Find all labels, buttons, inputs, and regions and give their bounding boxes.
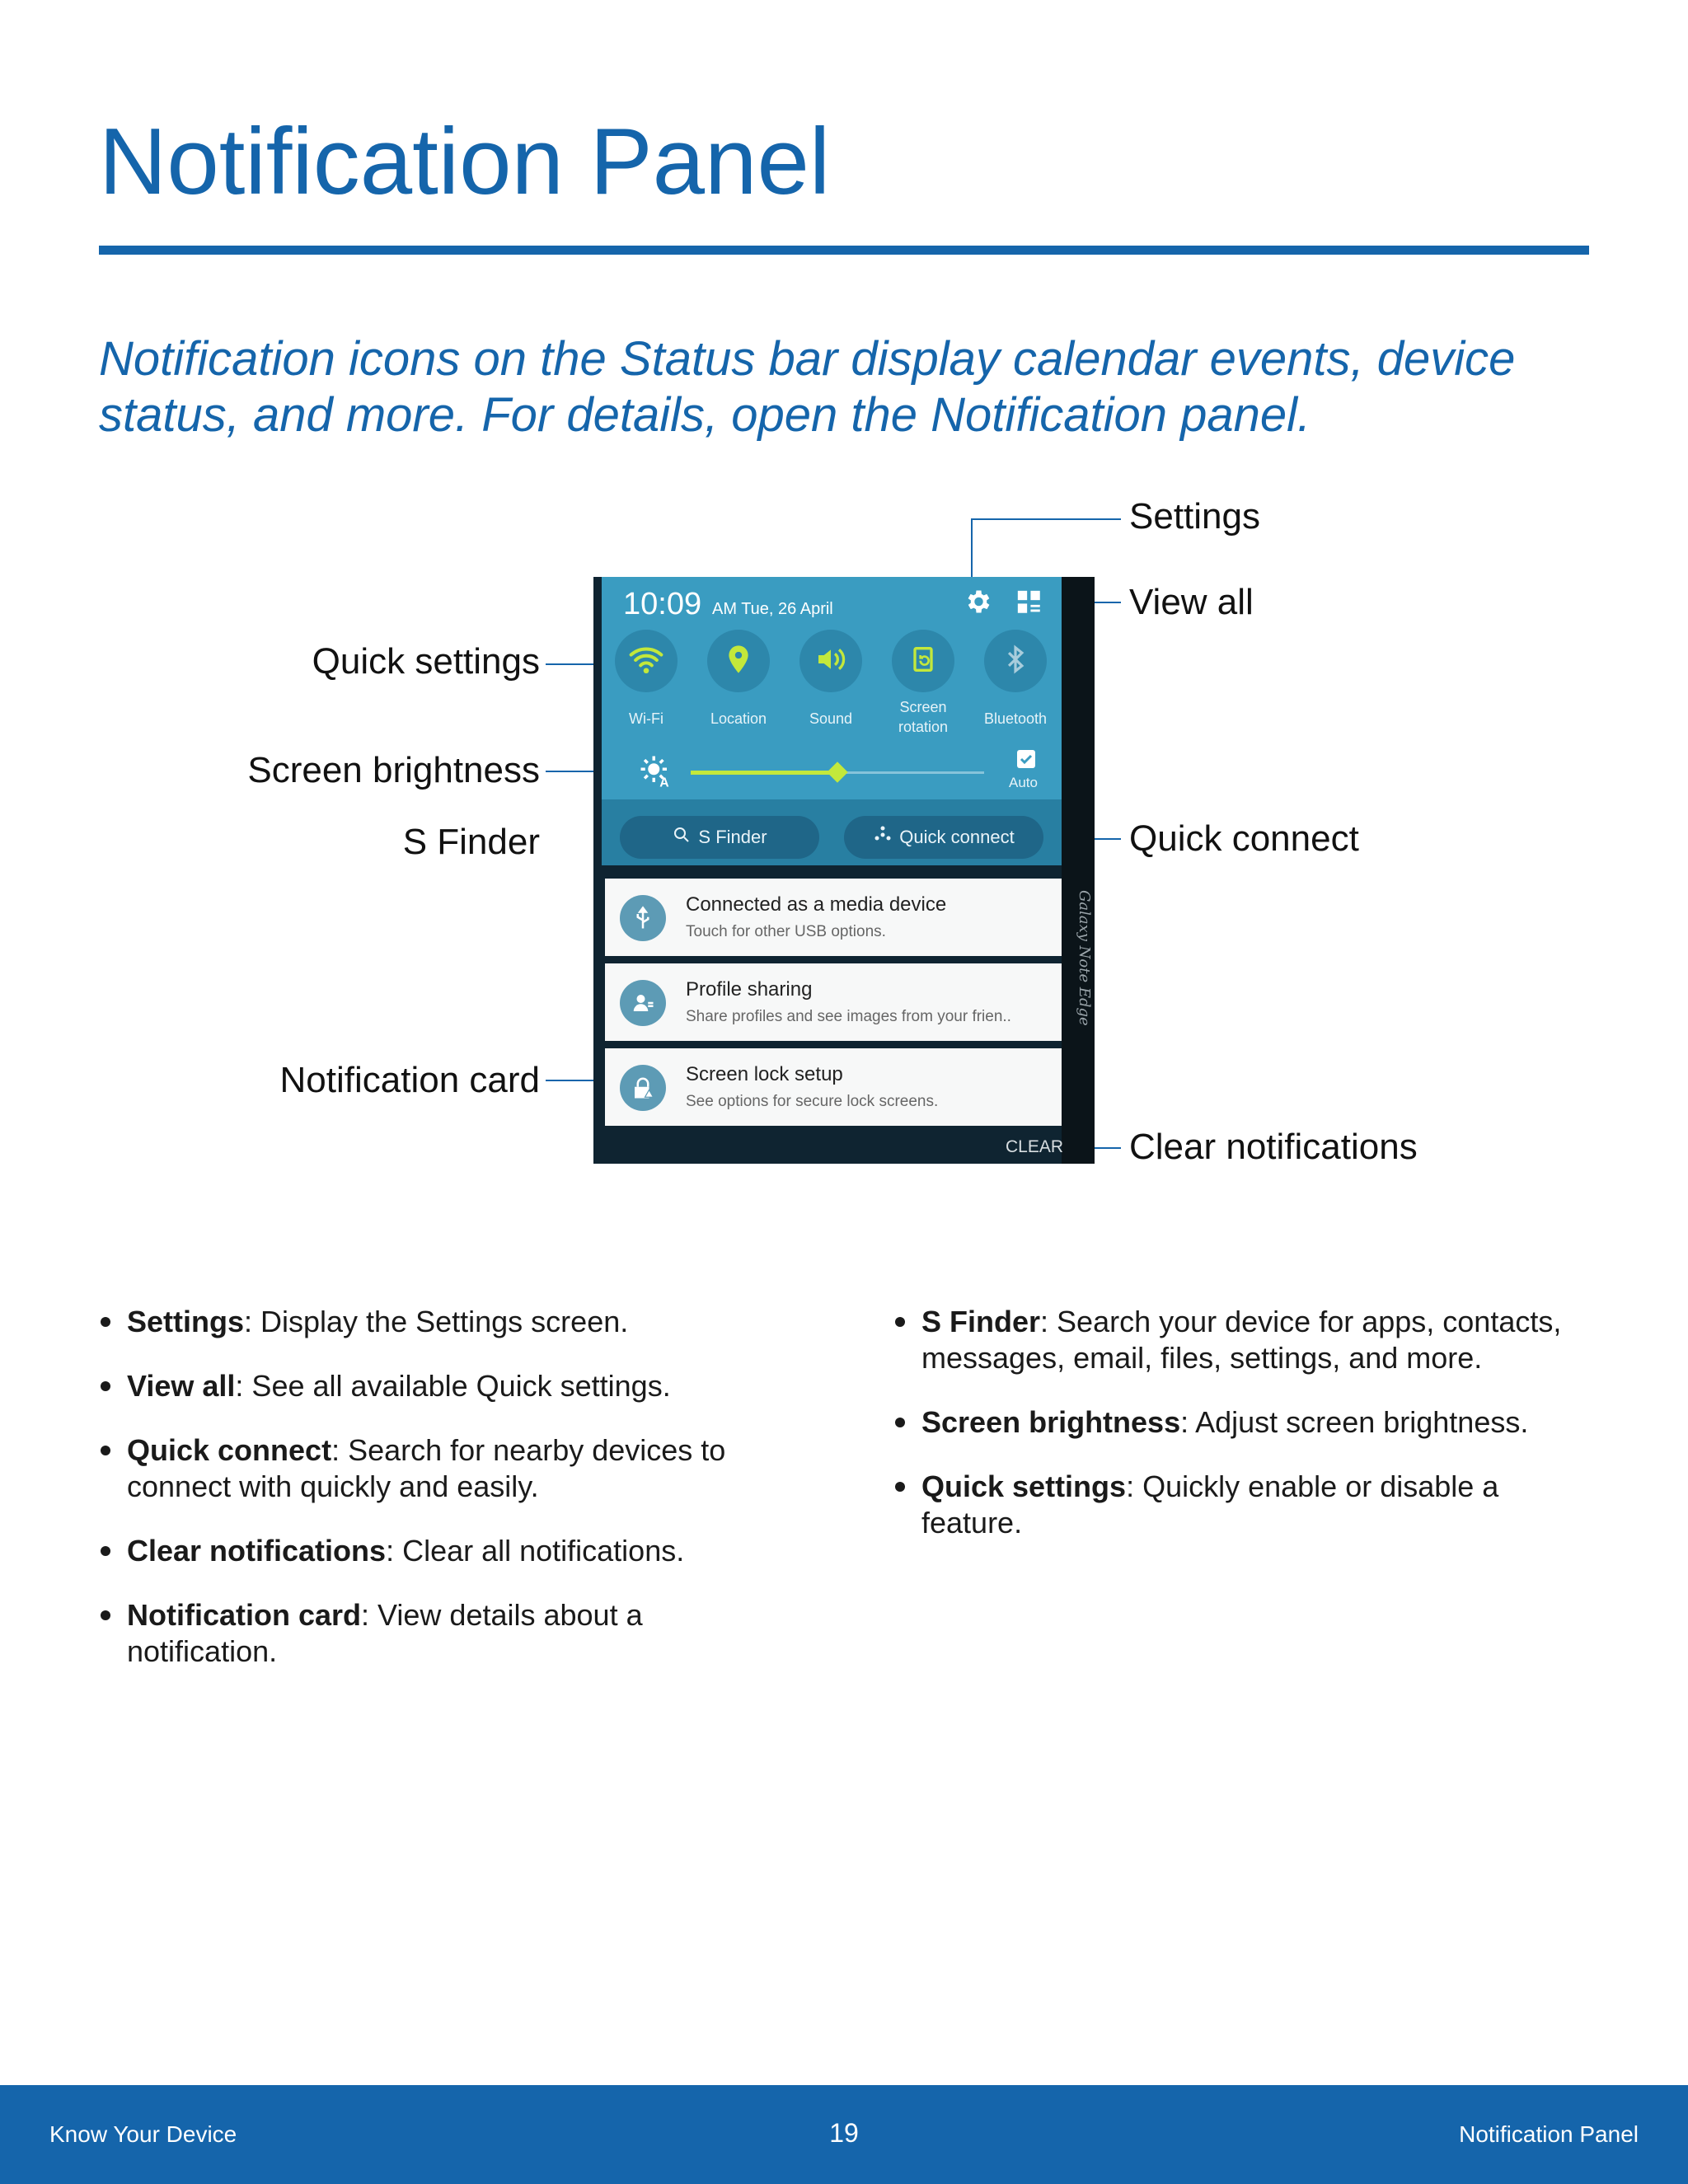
callout-settings: Settings <box>1129 496 1260 537</box>
title-rule <box>99 246 1589 255</box>
qs-label-location: Location <box>710 710 767 727</box>
list-item <box>99 1432 775 1505</box>
qs-label-bluetooth: Bluetooth <box>983 710 1048 727</box>
bullets-right <box>893 1304 1602 1569</box>
bluetooth-icon <box>1000 644 1031 679</box>
brightness-fill <box>691 771 837 775</box>
footer-chapter: Notification Panel <box>1459 2121 1639 2147</box>
footer-section: Know Your Device <box>49 2121 237 2147</box>
bullet-term: View all <box>127 1369 236 1403</box>
wifi-toggle[interactable] <box>615 630 678 692</box>
s-finder-button[interactable] <box>620 816 819 859</box>
list-item <box>99 1533 775 1569</box>
bullet-text: : Quickly enable or disable a feature. <box>921 1469 1499 1540</box>
phone-edge <box>1062 577 1095 1164</box>
bullet-term: Screen brightness <box>921 1405 1181 1439</box>
bluetooth-toggle[interactable] <box>984 630 1047 692</box>
leader-settings-h <box>971 518 1121 520</box>
screen-rotation-toggle[interactable] <box>892 630 954 692</box>
finder-bar <box>602 799 1062 865</box>
notification-panel-screenshot <box>593 577 1095 1164</box>
auto-brightness-label: Auto <box>1009 775 1038 790</box>
page-title: Notification Panel <box>99 110 831 214</box>
card-subtitle: See options for secure lock screens. <box>686 1093 939 1110</box>
bullets-left <box>99 1304 775 1698</box>
bullet-text: : See all available Quick settings. <box>235 1369 671 1403</box>
bullet-text: : Search for nearby devices to connect with quickly and easily. <box>127 1433 726 1503</box>
page-number: 19 <box>829 2118 859 2148</box>
list-item <box>893 1469 1602 1541</box>
callout-view-all: View all <box>1129 582 1254 622</box>
location-icon <box>722 643 755 680</box>
wifi-icon <box>628 641 664 682</box>
qs-label-rotation: Screen rotation <box>898 699 949 735</box>
callout-clear-notifications: Clear notifications <box>1129 1127 1418 1167</box>
card-title: Screen lock setup <box>686 1063 843 1085</box>
bullet-text: : Display the Settings screen. <box>244 1305 629 1338</box>
card-subtitle: Share profiles and see images from your frien.. <box>686 1008 1011 1025</box>
qs-label-wifi: Wi-Fi <box>629 710 663 727</box>
callout-s-finder: S Finder <box>402 822 540 862</box>
bullet-term: S Finder <box>921 1305 1041 1338</box>
device-brand-text: Galaxy Note Edge <box>1076 890 1093 1026</box>
bullet-text: : Search your device for apps, contacts, messages, email, files, settings, and more. <box>921 1305 1562 1375</box>
view-all-icon[interactable] <box>1015 588 1043 621</box>
rotation-icon <box>907 643 940 680</box>
notification-card[interactable] <box>605 963 1062 1041</box>
bullet-dot <box>101 1610 110 1620</box>
page-footer <box>0 2085 1688 2184</box>
svg-text:A: A <box>659 776 669 788</box>
bullet-text: : Adjust screen brightness. <box>1180 1405 1529 1439</box>
bullet-dot <box>895 1317 905 1327</box>
quick-connect-button[interactable] <box>844 816 1043 859</box>
callout-screen-brightness: Screen brightness <box>247 750 540 790</box>
callout-quick-settings: Quick settings <box>312 641 540 682</box>
list-item <box>99 1597 775 1670</box>
auto-brightness-checkbox[interactable] <box>1017 750 1035 768</box>
bullet-dot <box>895 1482 905 1492</box>
callout-quick-connect: Quick connect <box>1129 818 1359 859</box>
brightness-icon <box>638 753 673 792</box>
bullet-dot <box>895 1418 905 1427</box>
s-finder-label: S Finder <box>698 827 767 847</box>
notification-card[interactable] <box>605 1048 1062 1126</box>
location-toggle[interactable] <box>707 630 770 692</box>
list-item <box>99 1304 775 1340</box>
notification-card[interactable] <box>605 879 1062 956</box>
card-title: Connected as a media device <box>686 893 947 916</box>
usb-icon <box>620 895 666 941</box>
list-item <box>99 1368 775 1404</box>
bullet-term: Quick connect <box>127 1433 332 1467</box>
qs-label-sound: Sound <box>809 710 853 727</box>
intro-text: Notification icons on the Status bar display calendar events, device status, and more. For details, open the Notification panel. <box>99 332 1516 442</box>
clock: 10:09 <box>623 587 702 621</box>
card-title: Profile sharing <box>686 978 813 1001</box>
gear-icon[interactable] <box>963 587 992 621</box>
bullet-term: Settings <box>127 1305 245 1338</box>
bullet-dot <box>101 1317 110 1327</box>
bullet-text: : View details about a notification. <box>127 1598 643 1668</box>
bullet-term: Clear notifications <box>127 1534 387 1568</box>
sound-toggle[interactable] <box>799 630 862 692</box>
bullet-text: : Clear all notifications. <box>386 1534 685 1568</box>
clear-button[interactable]: CLEAR <box>1006 1137 1064 1156</box>
brightness-thumb[interactable] <box>827 762 847 782</box>
quick-connect-label: Quick connect <box>899 827 1015 847</box>
leader-settings-v <box>971 518 973 584</box>
bullet-term: Quick settings <box>921 1469 1127 1503</box>
date: AM Tue, 26 April <box>712 600 833 618</box>
card-subtitle: Touch for other USB options. <box>686 923 886 940</box>
search-icon <box>672 825 692 850</box>
bullet-dot <box>101 1381 110 1391</box>
callout-notification-card: Notification card <box>279 1060 540 1100</box>
bullet-dot <box>101 1546 110 1556</box>
list-item <box>893 1404 1602 1441</box>
quick-settings-area <box>602 577 1062 799</box>
bullet-dot <box>101 1446 110 1455</box>
profile-share-icon <box>620 980 666 1026</box>
lock-icon <box>620 1065 666 1111</box>
bullet-term: Notification card <box>127 1598 362 1632</box>
quick-connect-icon <box>873 825 893 850</box>
sound-icon <box>814 643 847 680</box>
list-item <box>893 1304 1602 1376</box>
